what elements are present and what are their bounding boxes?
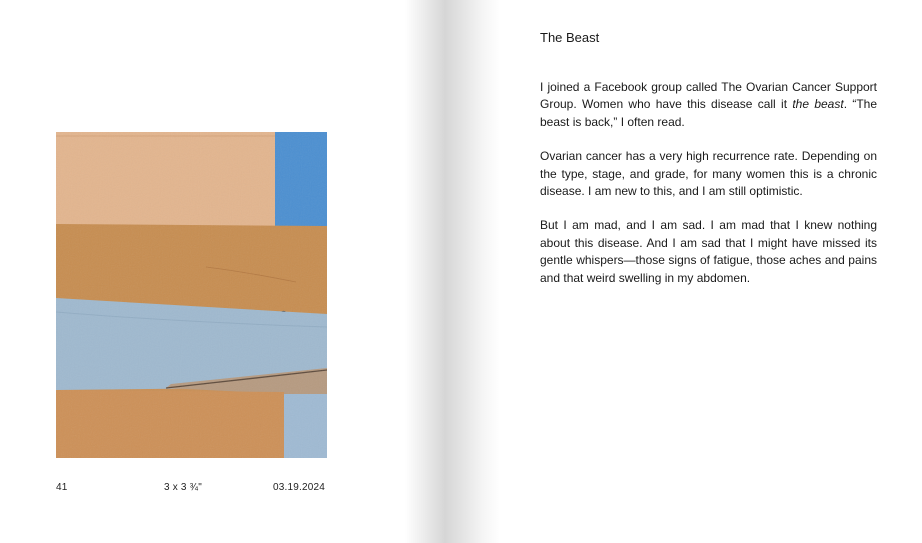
- chapter-title: The Beast: [540, 30, 600, 45]
- paragraph: But I am mad, and I am sad. I am mad that I knew nothing about this disease. And I am sad that I might have missed its gentle whispers—those signs of fatigue, those aches and pains and that weird swelling in my abdomen.: [540, 218, 877, 285]
- page-number: 41: [56, 482, 68, 493]
- body-text: [540, 79, 877, 304]
- emphasis-text: the beast: [792, 97, 844, 112]
- collage-artwork: [56, 132, 327, 458]
- book-gutter-shadow: [405, 0, 500, 543]
- artwork-date: 03.19.2024: [273, 482, 326, 493]
- paragraph: I joined a Facebook group called The Ovarian Cancer Support Group. Women who have this disease call it the beast. “The beast is back,” I often read.: [540, 80, 878, 129]
- paragraph: Ovarian cancer has a very high recurrence rate. Depending on the type, stage, and grade, for many women this is a chronic disease. I am new to this, and I am still optimistic.: [540, 149, 877, 199]
- artwork-dimensions: 3 x 3 ¾": [164, 482, 202, 493]
